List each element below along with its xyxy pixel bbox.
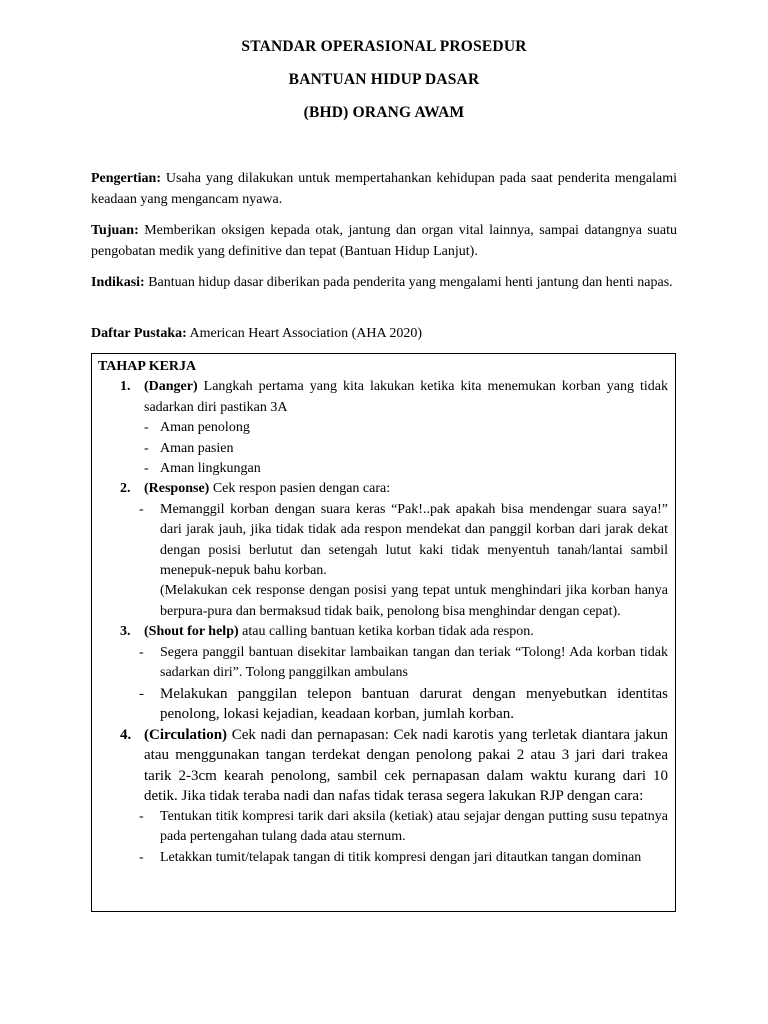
indikasi-label: Indikasi: bbox=[91, 275, 145, 290]
document-title bbox=[0, 34, 768, 133]
step-label: (Response) bbox=[144, 481, 210, 497]
list-item: - Aman lingkungan bbox=[144, 461, 261, 477]
step-3 bbox=[92, 622, 675, 642]
daftar-pustaka-label: Daftar Pustaka: bbox=[91, 326, 187, 341]
indikasi-text: Bantuan hidup dasar diberikan pada penderita yang mengalami henti jantung dan henti napas. bbox=[144, 275, 673, 290]
step-text: Cek nadi dan pernapasan: Cek nadi karotis yang terletak diantara jakun atau menggunakan tangan terdekat dengan penolong pakai 2 atau 3 jari dari trakea tarik 2-3cm kearah penolong, sambil cek pernapasan dalam waktu kurang dari 10 detik. Jika tidak teraba nadi dan nafas tidak terasa segera lakukan RJP dengan cara: bbox=[144, 726, 668, 805]
step-4 bbox=[92, 725, 675, 807]
step-text: Langkah pertama yang kita lakukan ketika kita menemukan korban yang tidak sadarkan diri pastikan 3A bbox=[144, 379, 668, 415]
step-1 bbox=[92, 377, 675, 418]
indikasi-paragraph bbox=[91, 272, 677, 293]
tujuan-text: Memberikan oksigen kepada otak, jantung dan organ vital lainnya, sampai datangnya suatu pengobatan medik yang definitive dan tepat (Bantuan Hidup Lanjut). bbox=[91, 223, 677, 259]
list-item: - Memanggil korban dengan suara keras “Pak!..pak apakah bisa mendengar suara saya!” dari jarak jauh, jika tidak tidak ada respon mendekat dan panggil korban dari jarak dekat dengan posisi berlutut dan setengah lutut kaki tidak menyentuh tanah/lantai sambil menepuk-nepuk bahu korban. bbox=[139, 501, 668, 579]
pengertian-paragraph bbox=[91, 168, 677, 210]
list-item-text: Memanggil korban dengan suara keras “Pak!..pak apakah bisa mendengar suara saya!” dari jarak jauh, jika tidak tidak ada respon mendekat dan panggil korban dari jarak dekat dengan posisi berlutut dan setengah lutut kaki tidak menyentuh tanah/lantai sambil menepuk-nepuk bahu korban. bbox=[160, 501, 668, 579]
list-item: - Melakukan panggilan telepon bantuan darurat dengan menyebutkan identitas penolong, lokasi kejadian, keadaan korban, jumlah korban. bbox=[139, 685, 668, 723]
step-2 bbox=[92, 479, 675, 499]
list-item-text: Aman pasien bbox=[160, 440, 234, 456]
step-number: 4. bbox=[120, 726, 132, 743]
step-text: Cek respon pasien dengan cara: bbox=[209, 481, 391, 497]
daftar-pustaka-text: American Heart Association (AHA 2020) bbox=[186, 326, 423, 341]
step-label: (Circulation) bbox=[144, 726, 228, 743]
tahap-kerja-heading: TAHAP KERJA bbox=[98, 359, 197, 374]
list-item-text: Tentukan titik kompresi tarik dari aksila (ketiak) atau sejajar dengan putting susu tepatnya pada pertengahan tulang dada atau sternum. bbox=[160, 809, 668, 845]
list-item-text: Segera panggil bantuan disekitar lambaikan tangan dan teriak “Tolong! Ada korban tidak sadarkan diri”. Tolong panggilkan ambulans bbox=[160, 644, 668, 681]
list-item: - Aman pasien bbox=[144, 440, 234, 456]
list-item: - Tentukan titik kompresi tarik dari aksila (ketiak) atau sejajar dengan putting susu tepatnya pada pertengahan tulang dada atau sternum. bbox=[139, 809, 668, 845]
tujuan-paragraph bbox=[91, 220, 677, 262]
title-line-1: STANDAR OPERASIONAL PROSEDUR bbox=[241, 38, 527, 55]
list-item: - Segera panggil bantuan disekitar lambaikan tangan dan teriak “Tolong! Ada korban tidak sadarkan diri”. Tolong panggilkan ambulans bbox=[139, 644, 668, 681]
pengertian-text: Usaha yang dilakukan untuk mempertahankan kehidupan pada saat penderita mengalami keadaan yang mengancam nyawa. bbox=[91, 171, 677, 207]
step-note: (Melakukan cek response dengan posisi yang tepat untuk menghindari jika korban hanya berpura-pura dan bermaksud tidak baik, penolong bisa menghindar dengan cepat). bbox=[160, 583, 668, 619]
tujuan-label: Tujuan: bbox=[91, 223, 139, 238]
list-item: - Letakkan tumit/telapak tangan di titik kompresi dengan jari ditautkan tangan dominan bbox=[139, 849, 642, 865]
daftar-pustaka-paragraph bbox=[91, 323, 677, 344]
title-line-2: BANTUAN HIDUP DASAR bbox=[288, 71, 480, 88]
step-number: 1. bbox=[120, 379, 131, 395]
step-text: atau calling bantuan ketika korban tidak ada respon. bbox=[238, 624, 534, 640]
step-number: 3. bbox=[120, 624, 131, 640]
step-label: (Danger) bbox=[144, 379, 198, 395]
list-item: - Aman penolong bbox=[144, 420, 250, 436]
list-item-text: Aman lingkungan bbox=[160, 461, 261, 477]
title-line-3: (BHD) ORANG AWAM bbox=[303, 104, 465, 121]
pengertian-label: Pengertian: bbox=[91, 171, 161, 186]
list-item-text: Melakukan panggilan telepon bantuan darurat dengan menyebutkan identitas penolong, lokasi kejadian, keadaan korban, jumlah korban. bbox=[160, 685, 668, 723]
list-item-text: Aman penolong bbox=[160, 420, 250, 436]
step-number: 2. bbox=[120, 481, 131, 497]
list-item-text: Letakkan tumit/telapak tangan di titik kompresi dengan jari ditautkan tangan dominan bbox=[160, 849, 642, 865]
tahap-kerja-box bbox=[91, 353, 676, 912]
step-label: (Shout for help) bbox=[144, 624, 239, 640]
